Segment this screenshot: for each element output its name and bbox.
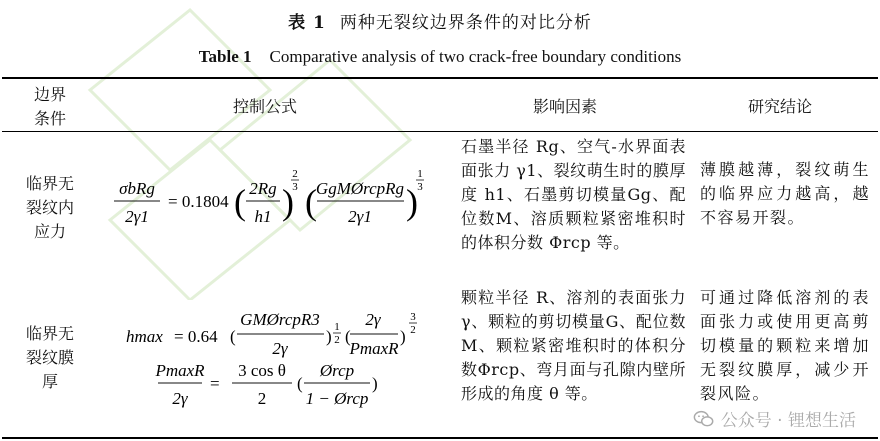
svg-text:): ) [406, 182, 418, 222]
row1-lhs-den: 2γ1 [125, 207, 149, 226]
row2-condition-line2: 裂纹膜 [25, 348, 74, 367]
row2-term2-num: 2γ [365, 310, 381, 329]
row1-term2-num: GgMØrcpRg [315, 179, 405, 198]
caption-zh-title: 两种无裂纹边界条件的对比分析 [339, 13, 592, 33]
svg-text:(: ( [234, 182, 246, 222]
background-watermark [70, 0, 470, 300]
row1-lhs-num: σbRg [119, 179, 155, 198]
row1-condition-line3: 应力 [33, 222, 66, 241]
row1-term2-exp-num: 1 [417, 168, 423, 180]
caption-zh-label: 表 1 [288, 13, 326, 33]
row2-conclusion: 可通过降低溶剂的表面张力或使用更高剪切模量的颗粒来增加无裂纹膜厚，减少开裂风险。 [700, 288, 870, 403]
row2-formula-line1 [122, 300, 432, 367]
svg-text:(: ( [230, 327, 236, 346]
row2-line2-mid-den: 2 [257, 389, 267, 408]
row2-coefficient: = 0.64 [174, 327, 218, 346]
wechat-icon [693, 408, 715, 430]
row2-line2-lhs-num: PmaxR [155, 361, 205, 380]
row1-term2-den: 2γ1 [348, 207, 372, 226]
row2-line2-term-num: Ørcp [319, 361, 355, 380]
row1-term2-exp-den: 3 [417, 181, 423, 193]
row2-lhs: hmax [126, 327, 163, 346]
table-caption-zh [0, 8, 880, 33]
svg-text:): ) [282, 182, 294, 222]
row2-condition-line1: 临界无 [25, 324, 74, 343]
caption-en-title: Comparative analysis of two crack-free boundary conditions [269, 47, 682, 66]
svg-text:(: ( [345, 327, 351, 346]
row2-term2-den: PmaxR [349, 339, 399, 358]
svg-text:(: ( [297, 374, 303, 393]
row1-factors: 石墨半径 Rg、空气-水界面表面张力 γ1、裂纹萌生时的膜厚度 h1、石墨剪切模量Gg、配位数M、溶质颗粒紧密堆积时的体积分数 Φrcp 等。 [461, 137, 686, 252]
table-top-rule [2, 77, 878, 79]
row2-term1-num: GMØrcpR3 [240, 310, 320, 329]
header-condition-line2: 条件 [33, 109, 66, 128]
watermark-text: 公众号 · 锂想生活 [720, 411, 856, 431]
row2-line2-lhs-den: 2γ [172, 389, 188, 408]
header-condition-line1: 边界 [33, 85, 66, 104]
svg-text:): ) [372, 374, 378, 393]
caption-en-label: Table 1 [198, 47, 252, 66]
table-header-rule [2, 131, 878, 132]
svg-text:=: = [210, 374, 220, 393]
row2-formula-line2 [156, 358, 396, 419]
row2-term1-exp-den: 2 [334, 334, 340, 346]
table-caption-en [0, 47, 880, 67]
row1-term1-num: 2Rg [249, 179, 277, 198]
row1-term1-exp-num: 2 [292, 168, 298, 180]
row2-condition [10, 322, 90, 394]
table-bottom-rule [2, 437, 878, 439]
svg-text:): ) [400, 327, 406, 346]
header-formula: 控制公式 [232, 97, 297, 116]
source-watermark [693, 406, 856, 431]
row1-term1-exp-den: 3 [292, 181, 298, 193]
svg-text:): ) [326, 327, 332, 346]
row2-term1-exp-num: 1 [334, 321, 340, 333]
row2-line2-term-den: 1 − Ørcp [305, 389, 369, 408]
row1-conclusion: 薄膜越薄，裂纹萌生的临界应力越高，越不容易开裂。 [700, 160, 870, 227]
row1-condition [10, 172, 90, 244]
header-factors: 影响因素 [532, 97, 597, 116]
row1-formula [110, 166, 450, 241]
row1-condition-line2: 裂纹内 [25, 198, 74, 217]
row2-term2-exp-den: 2 [410, 324, 416, 336]
header-condition [10, 83, 90, 131]
svg-text:(: ( [305, 182, 317, 222]
row2-condition-line3: 厚 [41, 372, 58, 391]
row2-factors: 颗粒半径 R、溶剂的表面张力 γ、颗粒的剪切模量G、配位数 M、颗粒紧密堆积时的体积分数Φrcp、弯月面与孔隙内壁所形成的角度 θ 等。 [461, 288, 686, 403]
row2-term1-den: 2γ [272, 339, 288, 358]
header-conclusion: 研究结论 [747, 97, 812, 116]
row1-term1-den: h1 [254, 207, 272, 226]
row1-condition-line1: 临界无 [25, 174, 74, 193]
row2-term2-exp-num: 3 [410, 311, 416, 323]
row1-coefficient: = 0.1804 [168, 192, 229, 211]
row2-line2-mid-num: 3 cos θ [238, 361, 286, 380]
